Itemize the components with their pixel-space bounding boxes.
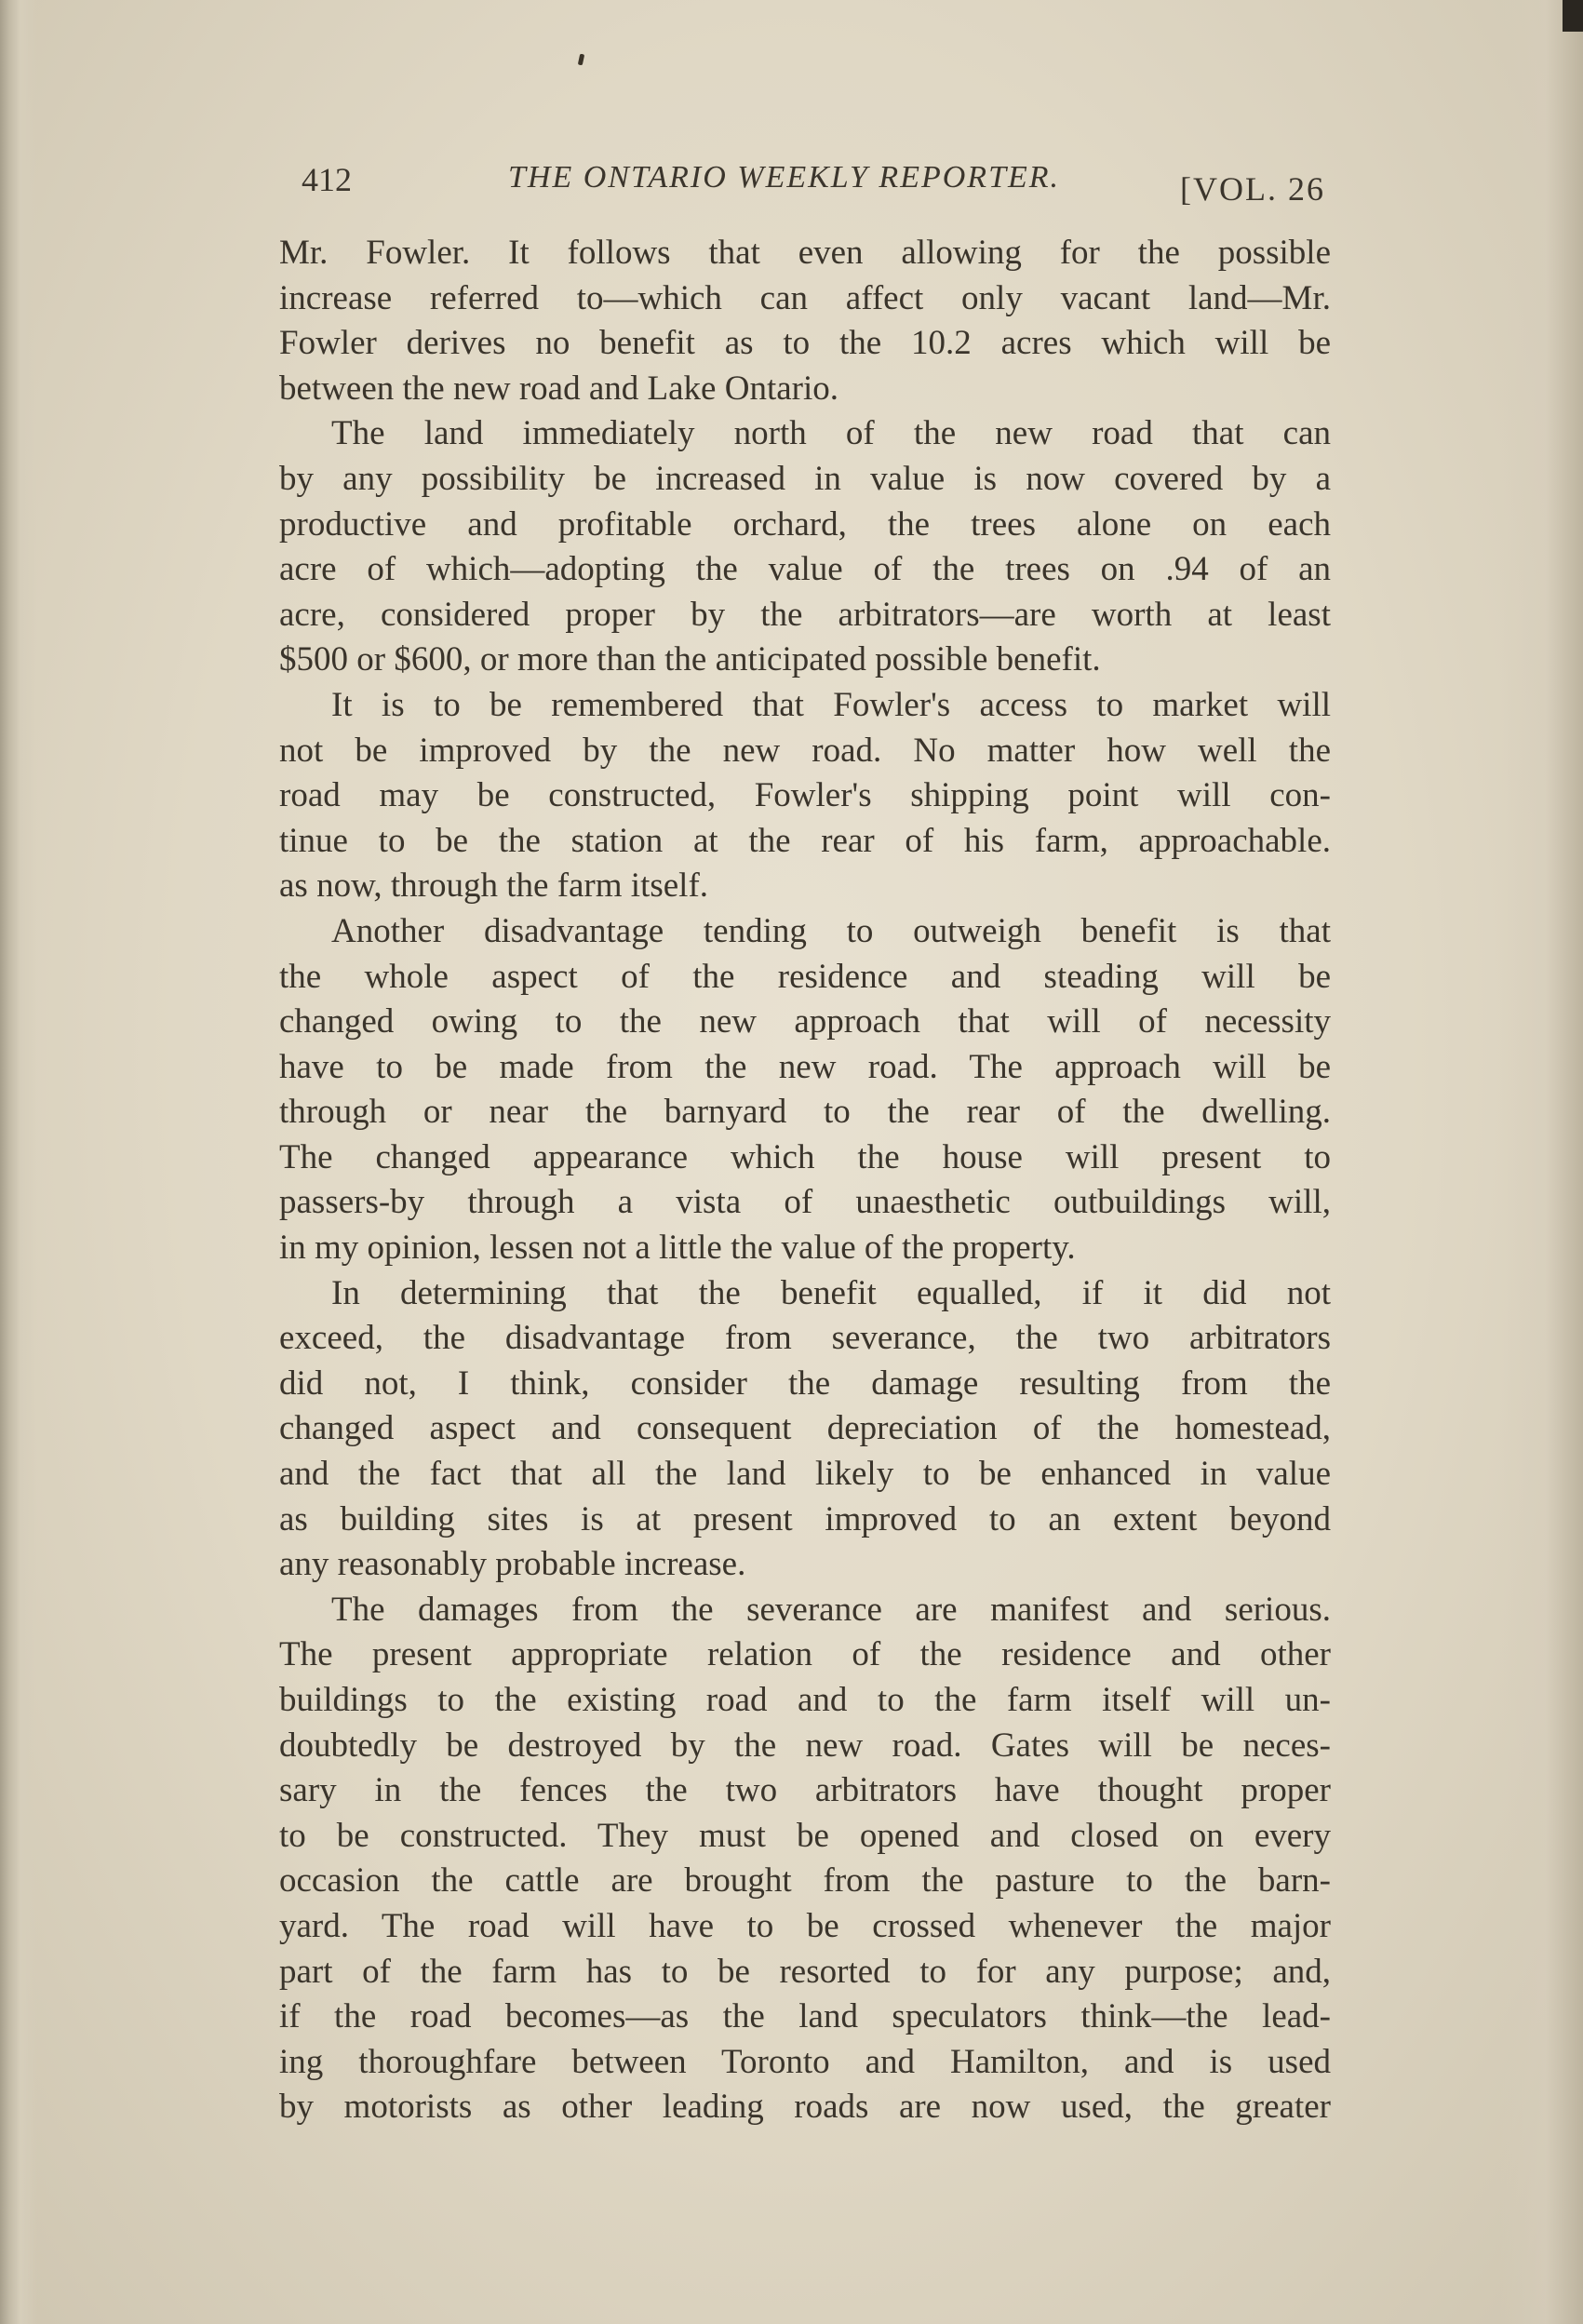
text-line: by any possibility be increased in value is now covered by a	[279, 459, 1331, 498]
text-line: by motorists as other leading roads are now used, the greater	[279, 2088, 1331, 2127]
text-line: part of the farm has to be resorted to for any purpose; and,	[279, 1952, 1331, 1991]
page-binding-shadow	[0, 0, 37, 2324]
paragraph	[279, 1271, 1331, 1588]
text-line: through or near the barnyard to the rear of the dwelling.	[279, 1093, 1331, 1132]
text-line: any reasonably probable increase.	[279, 1545, 746, 1584]
volume-label: [VOL. 26	[1180, 170, 1325, 208]
text-line: in my opinion, lessen not a little the value of the property.	[279, 1229, 1076, 1268]
text-line: and the fact that all the land likely to be enhanced in value	[279, 1455, 1331, 1494]
text-line: buildings to the existing road and to the farm itself will un-	[279, 1681, 1331, 1719]
page-edge-shadow	[1499, 0, 1583, 2324]
journal-title: THE ONTARIO WEEKLY REPORTER.	[508, 160, 1061, 195]
text-line: road may be constructed, Fowler's shipping point will con-	[279, 776, 1331, 815]
text-line: The damages from the severance are manifest and serious.	[331, 1590, 1331, 1629]
text-line: did not, I think, consider the damage resulting from the	[279, 1364, 1331, 1403]
text-line: $500 or $600, or more than the anticipated possible benefit.	[279, 640, 1101, 679]
text-line: The present appropriate relation of the residence and other	[279, 1635, 1331, 1674]
text-line: acre, considered proper by the arbitrators—are worth at least	[279, 595, 1331, 634]
text-line: between the new road and Lake Ontario.	[279, 369, 838, 408]
text-line: doubtedly be destroyed by the new road. Gates will be neces-	[279, 1726, 1331, 1765]
paragraph	[279, 411, 1331, 683]
text-line: ing thoroughfare between Toronto and Hamilton, and is used	[279, 2042, 1331, 2081]
text-line: passers-by through a vista of unaesthetic outbuildings will,	[279, 1183, 1331, 1222]
text-line: It is to be remembered that Fowler's access to market will	[331, 685, 1331, 724]
body-text	[279, 231, 1331, 2130]
text-line: exceed, the disadvantage from severance, the two arbitrators	[279, 1319, 1331, 1358]
text-line: Mr. Fowler. It follows that even allowing for the possible	[279, 234, 1331, 272]
text-line: productive and profitable orchard, the trees alone on each	[279, 504, 1331, 544]
text-line: to be constructed. They must be opened and closed on every	[279, 1816, 1331, 1855]
paragraph	[279, 909, 1331, 1271]
text-line: Fowler derives no benefit as to the 10.2 acres which will be	[279, 324, 1331, 363]
text-line: In determining that the benefit equalled, if it did not	[331, 1273, 1331, 1312]
text-line: Another disadvantage tending to outweigh benefit is that	[331, 911, 1331, 950]
running-head	[302, 156, 1335, 212]
text-line: The changed appearance which the house will present to	[279, 1137, 1331, 1176]
text-line: occasion the cattle are brought from the pasture to the barn-	[279, 1861, 1331, 1901]
paragraph	[279, 1588, 1331, 2130]
paragraph	[279, 683, 1331, 909]
paragraph	[279, 231, 1331, 411]
ink-speck	[578, 54, 584, 66]
text-line: if the road becomes—as the land speculators think—the lead-	[279, 1997, 1331, 2036]
text-line: changed aspect and consequent depreciation of the homestead,	[279, 1409, 1331, 1448]
text-line: sary in the fences the two arbitrators have thought proper	[279, 1771, 1331, 1810]
page-number: 412	[302, 161, 352, 198]
text-line: tinue to be the station at the rear of his farm, approachable.	[279, 821, 1331, 860]
text-line: The land immediately north of the new road that can	[331, 414, 1331, 453]
text-line: increase referred to—which can affect only vacant land—Mr.	[279, 278, 1331, 317]
text-line: the whole aspect of the residence and steading will be	[279, 957, 1331, 996]
corner-shadow	[1563, 0, 1583, 32]
text-line: as building sites is at present improved to an extent beyond	[279, 1499, 1331, 1538]
text-line: acre of which—adopting the value of the trees on .94 of an	[279, 550, 1331, 589]
text-line: as now, through the farm itself.	[279, 866, 709, 906]
text-line: not be improved by the new road. No matter how well the	[279, 731, 1331, 770]
text-line: have to be made from the new road. The approach will be	[279, 1047, 1331, 1086]
text-line: yard. The road will have to be crossed whenever the major	[279, 1906, 1331, 1945]
text-line: changed owing to the new approach that will of necessity	[279, 1002, 1331, 1041]
